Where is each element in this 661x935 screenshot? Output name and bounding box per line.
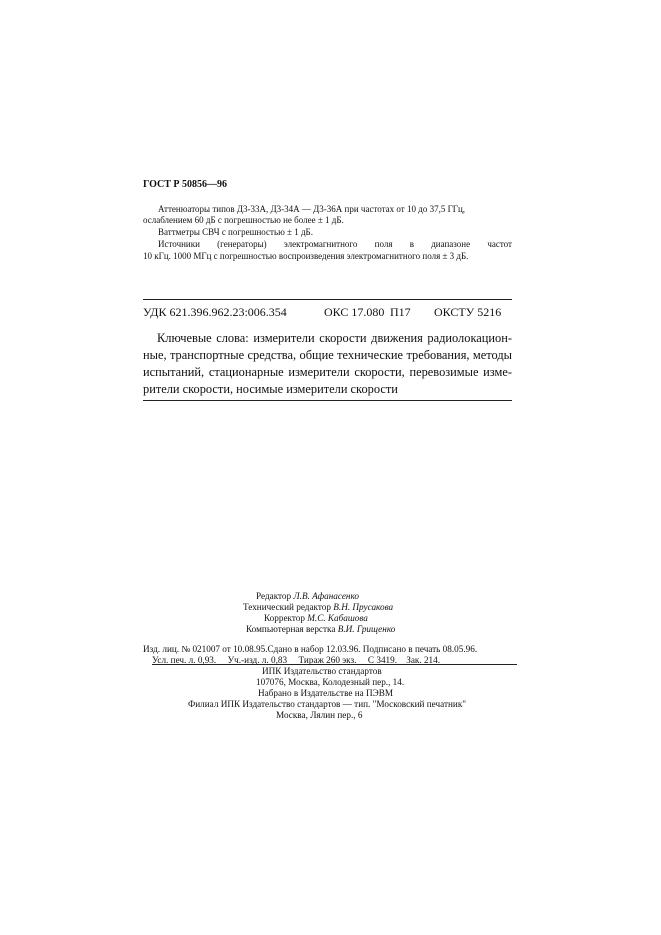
publication-line-4: 107076, Москва, Колодезный пер., 14. bbox=[256, 677, 405, 687]
layout-label: Компьютерная верстка bbox=[246, 624, 336, 634]
keywords-line-1: Ключевые слова: измерители скорости движения радиолокацион- bbox=[157, 331, 512, 345]
okstu-code: ОКСТУ 5216 bbox=[434, 305, 502, 319]
publication-line-2: Усл. печ. л. 0,93. Уч.-изд. л. 0,83 Тираж 260 экз. С 3419. Зак. 214. bbox=[152, 655, 441, 665]
keywords-line-3: испытаний, стационарные измерители скорости, перевозимые изме- bbox=[143, 365, 512, 379]
credit-editor bbox=[256, 591, 359, 602]
layout-name: В.И. Грищенко bbox=[337, 624, 396, 634]
p-code: П17 bbox=[390, 305, 411, 319]
corrector-name: М.С. Кабашова bbox=[307, 613, 368, 623]
intro-paragraph-1-line-1: Аттенюаторы типов Д3-33А, Д3-34А — Д3-36А при частотах от 10 до 37,5 ГГц, bbox=[158, 204, 466, 214]
publication-line-1: Изд. лиц. № 021007 от 10.08.95.Сдано в набор 12.03.96. Подписано в печать 08.05.96. bbox=[143, 644, 478, 654]
intro-paragraph-3-line-2: 10 кГц. 1000 МГц с погрешностью воспроизведения электромагнитного поля ± 3 дБ. bbox=[143, 251, 469, 261]
oks-code: ОКС 17.080 bbox=[324, 305, 385, 319]
intro-paragraph-2: Ваттметры СВЧ с погрешностью ± 1 дБ. bbox=[158, 227, 313, 237]
publication-line-7: Москва, Лялин пер., 6 bbox=[276, 710, 363, 720]
credit-corrector bbox=[264, 613, 368, 624]
tech-editor-name: В.Н. Прусакова bbox=[333, 602, 394, 612]
credit-layout bbox=[246, 624, 395, 635]
intro-paragraph-1-line-2: ослаблением 60 дБ с погрешностью не более ± 1 дБ. bbox=[143, 215, 344, 225]
bottom-divider bbox=[143, 400, 512, 401]
intro-paragraph-3-line-1: Источники (генераторы) электромагнитного поля в диапазоне частот bbox=[158, 239, 512, 249]
editor-label: Редактор bbox=[256, 591, 292, 601]
keywords-line-4: рители скорости, носимые измерители скорости bbox=[143, 382, 398, 396]
document-header: ГОСТ Р 50856—96 bbox=[143, 179, 228, 190]
publication-line-3: ИПК Издательство стандартов bbox=[262, 666, 382, 676]
keywords-line-2: ные, транспортные средства, общие технические требования, методы bbox=[143, 348, 512, 362]
top-divider bbox=[143, 299, 512, 300]
publication-line-5: Набрано в Издательстве на ПЭВМ bbox=[258, 688, 394, 698]
credit-tech-editor bbox=[243, 602, 393, 613]
editor-name: Л.В. Афанасенко bbox=[293, 591, 360, 601]
publication-underline bbox=[152, 664, 517, 665]
tech-editor-label: Технический редактор bbox=[243, 602, 331, 612]
publication-line-6: Филиал ИПК Издательство стандартов — тип. "Московский печатник" bbox=[188, 699, 467, 709]
corrector-label: Корректор bbox=[264, 613, 305, 623]
udk-code: УДК 621.396.962.23:006.354 bbox=[143, 305, 287, 319]
